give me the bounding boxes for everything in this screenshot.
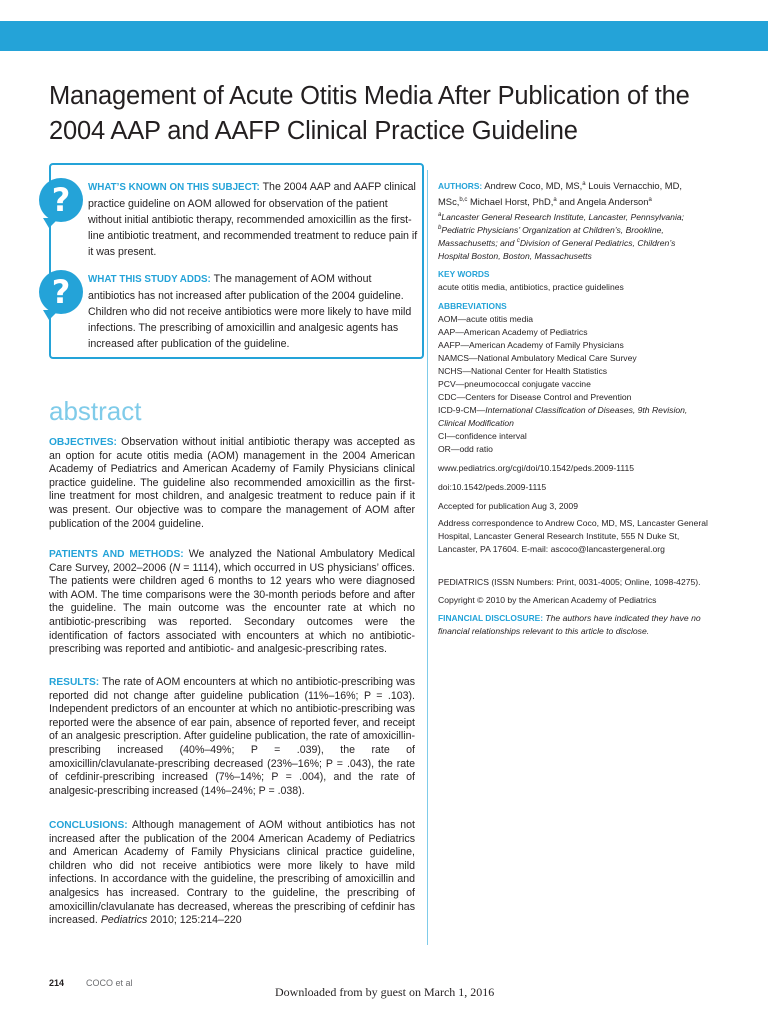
abbr-ci: CI—confidence interval xyxy=(438,431,527,441)
article-title: Management of Acute Otitis Media After Publication of the 2004 AAP and AAFP Clinical Practice Guideline xyxy=(49,82,690,145)
study-adds-heading: WHAT THIS STUDY ADDS: xyxy=(88,274,211,285)
citation-journal: Pediatrics xyxy=(100,914,148,927)
abbr-aap: AAP—American Academy of Pediatrics xyxy=(438,327,588,337)
article-doi: doi:10.1542/peds.2009-1115 xyxy=(438,482,547,492)
citation-details: 2010; 125:214–220 xyxy=(147,914,242,927)
results-label: RESULTS: xyxy=(49,677,100,688)
abbreviations-block xyxy=(438,300,708,456)
disclosure-text: The authors have indicated they have no financial relationships relevant to this article to disclose. xyxy=(438,613,701,636)
abstract-results xyxy=(49,676,415,798)
abbr-namcs: NAMCS—National Ambulatory Medical Care Survey xyxy=(438,353,637,363)
methods-text-pre: We analyzed the National Ambulatory Medical Care Survey, 2002–2006 ( xyxy=(49,548,415,574)
question-icon xyxy=(39,270,83,314)
column-divider xyxy=(427,170,428,945)
question-glyph: ? xyxy=(51,181,71,219)
abstract-heading: abstract xyxy=(49,396,142,426)
study-adds-section xyxy=(88,271,418,352)
correspondence-address: Address correspondence to Andrew Coco, MD, MS, Lancaster General Hospital, Lancaster General Research Institute, 555 N Duke St, Lancaster, PA 17604. E-mail: ascoco@lancastergeneral.org xyxy=(438,518,708,554)
keywords-block xyxy=(438,268,708,294)
conclusions-label: CONCLUSIONS: xyxy=(49,820,128,831)
author-1-affil: a xyxy=(582,180,586,187)
header-bar xyxy=(0,21,768,51)
abbr-aafp: AAFP—American Academy of Family Physicians xyxy=(438,340,624,350)
results-text: The rate of AOM encounters at which no antibiotic-prescribing was reported did not change after guideline publication (11%–16%; P = .103). Independent predictors of an encounter at which no antibiotic-prescribing was reported were the absence of ear pain, absence of reported fever, and receipt of an analgesic prescription. After guideline publication, the rate of amoxicillin-prescribing increased (40%–49%; P = .039), the rate of amoxicillin/clavulanate-prescribing decreased (23%–16%; P = .043), the rate of cefdinir-prescribing increased (7%–14%; P = .004), and the rate of analgesic-prescribing increased (14%–24%; P = .038). xyxy=(49,676,415,797)
author-4-affil: a xyxy=(648,196,652,203)
affil-c: Division of General Pediatrics, Children’s Hospital Boston, Boston, Massachusetts xyxy=(438,238,676,261)
affil-c-marker: c xyxy=(516,238,520,245)
question-icon xyxy=(39,178,83,222)
author-3-affil: a xyxy=(553,196,557,203)
abbr-cdc: CDC—Centers for Disease Control and Prevention xyxy=(438,392,632,402)
authors-block xyxy=(438,178,708,209)
download-note: Downloaded from by guest on March 1, 2016 xyxy=(275,985,495,999)
keywords-label: KEY WORDS xyxy=(438,269,490,279)
objectives-text: Observation without initial antibiotic therapy was accepted as an option for acute otitis media (AOM) management in the 2004 American Academy of Pediatrics and American Academy of Family Physicians clinical practice guideline. The guideline also recommended amoxicillin as the first-line treatment for most children, and analgesic treatment to reduce pain if it was present. Our objective was to compare the management of AOM after publication of the 2004 guideline. xyxy=(49,436,415,530)
methods-label: PATIENTS AND METHODS: xyxy=(49,549,184,560)
whats-known-heading: WHAT’S KNOWN ON THIS SUBJECT: xyxy=(88,182,260,193)
affil-a: Lancaster General Research Institute, Lancaster, Pennsylvania; xyxy=(441,212,685,222)
abbr-icd-prefix: ICD-9-CM— xyxy=(438,405,486,415)
abbr-icd-text: International Classification of Diseases, 9th Revision, Clinical Modification xyxy=(438,405,688,428)
study-adds-text: The management of AOM without antibiotics has not increased after publication of the 2004 guideline. Children who did not receive antibiotics were more likely to have mild infections. The prescribing of amoxicillin and analgesic agents has increased after publication of the guideline. xyxy=(88,273,412,350)
abbr-aom: AOM—acute otitis media xyxy=(438,314,534,324)
methods-text-post: = 1114), which occurred in US physicians’ offices. The patients were children aged 6 months to 12 years who were diagnosed with AOM. The time comparisons were the 30-month periods before and after the guideline. The main outcome was the encounter rate at which no antibiotic-prescribing was reported. Secondary outcomes were the identification of factors associated with encounters at which no antibiotic-prescribing was reported and antibiotic- and analgesic-prescribing rates. xyxy=(49,561,415,656)
author-4: and Angela Anderson xyxy=(556,196,649,207)
whats-known-section xyxy=(88,179,418,260)
abbr-icd xyxy=(438,404,708,430)
abstract-methods xyxy=(49,548,415,657)
affil-a-marker: a xyxy=(438,212,442,219)
abbr-or: OR—odd ratio xyxy=(438,444,493,454)
question-glyph: ? xyxy=(51,273,71,311)
objectives-label: OBJECTIVES: xyxy=(49,437,117,448)
abbr-pcv: PCV—pneumococcal conjugate vaccine xyxy=(438,379,591,389)
affiliations xyxy=(438,211,708,263)
financial-disclosure xyxy=(438,612,708,638)
abbr-nchs: NCHS—National Center for Health Statistics xyxy=(438,366,608,376)
article-url[interactable]: www.pediatrics.org/cgi/doi/10.1542/peds.2009-1115 xyxy=(438,463,635,473)
abstract-conclusions xyxy=(49,819,415,928)
abbreviations-label: ABBREVIATIONS xyxy=(438,301,507,311)
issn-info: PEDIATRICS (ISSN Numbers: Print, 0031-4005; Online, 1098-4275). xyxy=(438,577,701,587)
whats-known-text: The 2004 AAP and AAFP clinical practice guideline on AOM allowed for observation of the patient without initial antibiotic therapy, recommended amoxicillin as the first-line antibiotic treatment, and recommended treatment to reduce pain if it was present. xyxy=(88,181,418,258)
keywords-text: acute otitis media, antibiotics, practice guidelines xyxy=(438,282,624,292)
conclusions-text: Although management of AOM without antibiotics has not increased after the publication of the 2004 American Academy of Pediatrics and American Academy of Family Physicians clinical practice guideline, children who did not receive antibiotics were more likely to have mild infections. In accordance with the guideline, the prescribing of amoxicillin and analgesics has increased. Contrary to the guideline, the prescribing of amoxicillin/clavulanate has decreased, whereas the prescribing of cefdinir has increased. xyxy=(49,819,416,927)
accepted-date: Accepted for publication Aug 3, 2009 xyxy=(438,501,578,511)
copyright: Copyright © 2010 by the American Academy of Pediatrics xyxy=(438,595,657,605)
disclosure-label: FINANCIAL DISCLOSURE: xyxy=(438,613,543,623)
authors-label: AUTHORS: xyxy=(438,181,483,191)
abstract-objectives xyxy=(49,436,415,531)
author-3: Michael Horst, PhD, xyxy=(467,196,554,207)
running-author: COCO et al xyxy=(86,978,133,988)
methods-n: N xyxy=(172,561,181,574)
author-2: Louis Vernacchio, MD, MSc, xyxy=(438,180,682,207)
author-1: Andrew Coco, MD, MS, xyxy=(484,180,583,191)
page-number: 214 xyxy=(49,978,65,988)
affil-b-marker: b xyxy=(438,225,442,232)
author-2-affil: b,c xyxy=(459,196,468,203)
affil-b: Pediatric Physicians’ Organization at Children’s, Brookline, Massachusetts; and xyxy=(438,225,664,248)
